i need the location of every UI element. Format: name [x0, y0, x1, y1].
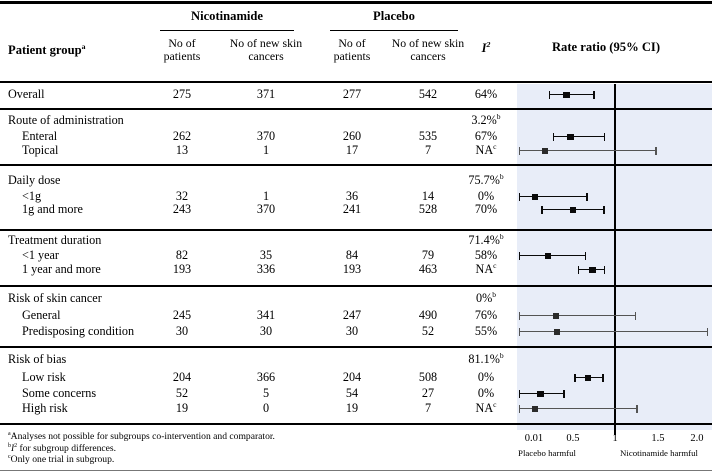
placebo-cancers-cell: 463: [418, 262, 438, 276]
placebo-cancers-cell: 508: [418, 370, 438, 384]
i2-cell: [451, 87, 521, 102]
row-label: Some concerns: [22, 386, 97, 400]
point-estimate-marker: [553, 313, 559, 319]
section-label: Risk of skin cancer: [8, 291, 102, 305]
nicotinamide-cancers-cell: 370: [256, 129, 276, 143]
i2-cell: [451, 401, 521, 416]
placebo-cancers-cell: 52: [421, 324, 435, 338]
i2-value: NA: [475, 401, 494, 415]
section-divider: [0, 285, 712, 287]
ci-cap-right: [604, 266, 606, 274]
ci-cap-right: [635, 312, 637, 320]
footnote-c-sup: c: [8, 454, 11, 460]
i2-value: 64%: [474, 87, 498, 101]
footnote-b-sup: b: [8, 442, 11, 449]
placebo-patients-cell: 84: [345, 248, 359, 262]
header-rule: [0, 81, 712, 83]
i2-header-text: I: [481, 41, 487, 55]
ci-cap-left: [519, 405, 521, 413]
point-estimate-marker: [532, 194, 538, 200]
nicotinamide-patients-cell: 243: [172, 202, 192, 216]
axis-tick-label: 1.5: [651, 433, 665, 444]
placebo-cancers-cell: 535: [418, 129, 438, 143]
placebo-patients-cell: 36: [345, 189, 359, 203]
i2-value: 67%: [474, 129, 498, 143]
nicotinamide-cancers-cell: 371: [256, 87, 276, 101]
placebo-cancers-cell: 542: [418, 87, 438, 101]
i2-value-sup: c: [493, 141, 497, 151]
i2-value-sup: b: [499, 231, 504, 241]
point-estimate-marker: [545, 253, 551, 259]
ci-line: [519, 331, 708, 332]
row-label: General: [22, 308, 61, 322]
section-divider: [0, 423, 712, 425]
ci-cap-right: [563, 390, 565, 398]
placebo-patients-cell: 277: [342, 87, 362, 101]
placebo-patients-cell: 19: [345, 401, 359, 415]
nicotinamide-cancers-cell: 5: [262, 386, 270, 400]
ci-cap-left: [519, 390, 521, 398]
i2-value: 0%: [477, 386, 495, 400]
ci-cap-right: [602, 374, 604, 382]
point-estimate-marker: [570, 207, 576, 213]
section-divider: [0, 229, 712, 231]
i2-cell: [451, 386, 521, 401]
i2-value-sup: b: [499, 171, 504, 181]
ci-cap-right: [603, 206, 605, 214]
placebo-patients-cell: 54: [345, 386, 359, 400]
i2-cell: [451, 233, 521, 248]
row-label: 1 year and more: [22, 262, 101, 276]
ci-cap-right: [707, 328, 709, 336]
nicotinamide-patients-cell: 204: [172, 370, 192, 384]
ci-cap-left: [541, 206, 543, 214]
axis-tick-label: 1: [612, 433, 618, 444]
point-estimate-marker: [585, 375, 591, 381]
footnote-a: [8, 431, 275, 443]
nicotinamide-cancers-cell: 0: [262, 401, 270, 415]
nicotinamide-cancers-cell: 30: [259, 324, 273, 338]
col-header-nico-cancers: No of new skin cancers: [229, 36, 303, 63]
i2-value: 55%: [474, 324, 498, 338]
ci-cap-left: [549, 91, 551, 99]
footnote-a-text: Analyses not possible for subgroups co-intervention and comparator.: [10, 431, 275, 442]
i2-value: NA: [475, 262, 494, 276]
ci-cap-right: [586, 193, 588, 201]
nicotinamide-patients-cell: 32: [175, 189, 189, 203]
i2-cell: [451, 143, 521, 158]
placebo-patients-cell: 247: [342, 308, 362, 322]
i2-value: 58%: [474, 248, 498, 262]
i2-cell: [451, 202, 521, 217]
section-label: Risk of bias: [8, 352, 67, 366]
reference-line-rr-1: [614, 84, 616, 435]
nicotinamide-cancers-cell: 336: [256, 262, 276, 276]
nicotinamide-cancers-cell: 1: [262, 143, 270, 157]
group-header-placebo: Placebo: [373, 9, 415, 23]
ci-line: [519, 150, 656, 151]
i2-value-sup: b: [492, 289, 497, 299]
nicotinamide-patients-cell: 193: [172, 262, 192, 276]
row-label: Enteral: [22, 129, 58, 143]
footnotes: [8, 431, 275, 466]
nicotinamide-patients-cell: 13: [175, 143, 189, 157]
rate-ratio-header: Rate ratio (95% CI): [551, 40, 661, 54]
ci-cap-left: [519, 312, 521, 320]
i2-cell: [451, 308, 521, 323]
nicotinamide-patients-cell: 30: [175, 324, 189, 338]
placebo-cancers-cell: 7: [424, 401, 432, 415]
placebo-patients-cell: 204: [342, 370, 362, 384]
nicotinamide-patients-cell: 245: [172, 308, 192, 322]
patient-group-header-text: Patient group: [8, 43, 82, 57]
ci-line: [549, 94, 594, 95]
placebo-patients-cell: 260: [342, 129, 362, 143]
i2-value-sup: c: [493, 399, 497, 409]
point-estimate-marker: [554, 329, 560, 335]
ci-cap-right: [636, 405, 638, 413]
footnote-b-italic: I: [10, 442, 15, 454]
ci-cap-left: [553, 133, 555, 141]
group-header-nicotinamide: Nicotinamide: [190, 9, 264, 23]
section-divider: [0, 346, 712, 348]
i2-value-sup: b: [496, 111, 501, 121]
nicotinamide-cancers-cell: 366: [256, 370, 276, 384]
i2-value: 0%: [475, 291, 493, 305]
i2-cell: [451, 370, 521, 385]
ci-cap-left: [578, 266, 580, 274]
placebo-patients-cell: 30: [345, 324, 359, 338]
i2-cell: [451, 262, 521, 277]
ci-line: [519, 315, 636, 316]
ci-cap-right: [585, 252, 587, 260]
section-label: Daily dose: [8, 173, 61, 187]
col-header-nico-patients: No of patients: [163, 36, 201, 63]
footnote-b-italic-sup: 2: [14, 442, 18, 449]
row-label: Overall: [8, 87, 45, 101]
patient-group-header: [8, 43, 86, 58]
placebo-cancers-cell: 14: [421, 189, 435, 203]
i2-value: 71.4%: [468, 233, 500, 247]
nicotinamide-cancers-cell: 1: [262, 189, 270, 203]
i2-value: 76%: [474, 308, 498, 322]
axis-tick-label: 0.01: [524, 433, 544, 444]
i2-value: NA: [475, 143, 494, 157]
placebo-cancers-cell: 27: [421, 386, 435, 400]
footnote-b-text: for subgroup differences.: [17, 442, 117, 454]
ci-cap-left: [519, 328, 521, 336]
i2-cell: [451, 291, 521, 306]
axis-note-nicotinamide-harmful: Nicotinamide harmful: [620, 448, 698, 458]
row-label: <1g: [22, 189, 42, 203]
footnote-c-text: Only one trial in subgroup.: [10, 454, 115, 466]
ci-cap-right: [604, 133, 606, 141]
placebo-cancers-cell: 79: [421, 248, 435, 262]
row-label: 1g and more: [22, 202, 83, 216]
footnote-c: [8, 454, 275, 466]
nicotinamide-patients-cell: 82: [175, 248, 189, 262]
placebo-cancers-cell: 528: [418, 202, 438, 216]
section-divider: [0, 108, 712, 110]
row-label: <1 year: [22, 248, 59, 262]
section-divider: [0, 164, 712, 166]
col-header-placebo-patients: No of patients: [333, 36, 371, 63]
i2-value: 0%: [477, 370, 495, 384]
axis-tick-label: 2.0: [690, 433, 704, 444]
i2-value-sup: c: [493, 260, 497, 270]
footnote-a-sup: a: [8, 430, 11, 437]
point-estimate-marker: [589, 267, 595, 273]
row-label: Topical: [22, 143, 59, 157]
i2-value: 75.7%: [468, 173, 500, 187]
axis-note-placebo-harmful: Placebo harmful: [518, 448, 576, 458]
ci-cap-left: [519, 193, 521, 201]
i2-value: 81.1%: [468, 352, 500, 366]
nicotinamide-patients-cell: 52: [175, 386, 189, 400]
i2-value-sup: b: [499, 350, 504, 360]
nicotinamide-cancers-cell: 35: [259, 248, 273, 262]
section-label: Route of administration: [8, 113, 124, 127]
point-estimate-marker: [542, 148, 548, 154]
nicotinamide-cancers-cell: 370: [256, 202, 276, 216]
nicotinamide-cancers-cell: 341: [256, 308, 276, 322]
nicotinamide-patients-cell: 275: [172, 87, 192, 101]
top-rule: [0, 1, 712, 4]
point-estimate-marker: [532, 406, 538, 412]
point-estimate-marker: [537, 391, 543, 397]
placebo-patients-cell: 241: [342, 202, 362, 216]
nicotinamide-patients-cell: 262: [172, 129, 192, 143]
i2-value: 3.2%: [471, 113, 497, 127]
ci-cap-left: [574, 374, 576, 382]
row-label: Predisposing condition: [22, 324, 135, 338]
ci-line: [519, 196, 587, 197]
i2-cell: [451, 173, 521, 188]
patient-group-header-sup: a: [81, 41, 86, 51]
placebo-patients-cell: 193: [342, 262, 362, 276]
i2-cell: [451, 113, 521, 128]
point-estimate-marker: [563, 92, 569, 98]
i2-header-sup: 2: [486, 39, 491, 49]
placebo-cancers-cell: 7: [424, 143, 432, 157]
point-estimate-marker: [567, 134, 573, 140]
placebo-underline: [330, 30, 458, 31]
ci-line: [553, 136, 605, 137]
ci-cap-right: [655, 147, 657, 155]
placebo-cancers-cell: 490: [418, 308, 438, 322]
nicotinamide-underline: [160, 30, 294, 31]
nicotinamide-patients-cell: 19: [175, 401, 189, 415]
i2-cell: [451, 324, 521, 339]
ci-cap-right: [593, 91, 595, 99]
i2-value: 70%: [474, 202, 498, 216]
row-label: High risk: [22, 401, 68, 415]
footnote-b: [8, 443, 275, 455]
col-header-placebo-cancers: No of new skin cancers: [391, 36, 465, 63]
i2-value: 0%: [477, 189, 495, 203]
section-label: Treatment duration: [8, 233, 102, 247]
bottom-rule: [0, 470, 712, 471]
i2-cell: [451, 248, 521, 263]
ci-cap-left: [519, 147, 521, 155]
i2-cell: [451, 129, 521, 144]
ci-cap-left: [519, 252, 521, 260]
axis-tick-label: 0.5: [566, 433, 580, 444]
placebo-patients-cell: 17: [345, 143, 359, 157]
row-label: Low risk: [22, 370, 66, 384]
i2-cell: [451, 352, 521, 367]
ci-line: [519, 255, 586, 256]
